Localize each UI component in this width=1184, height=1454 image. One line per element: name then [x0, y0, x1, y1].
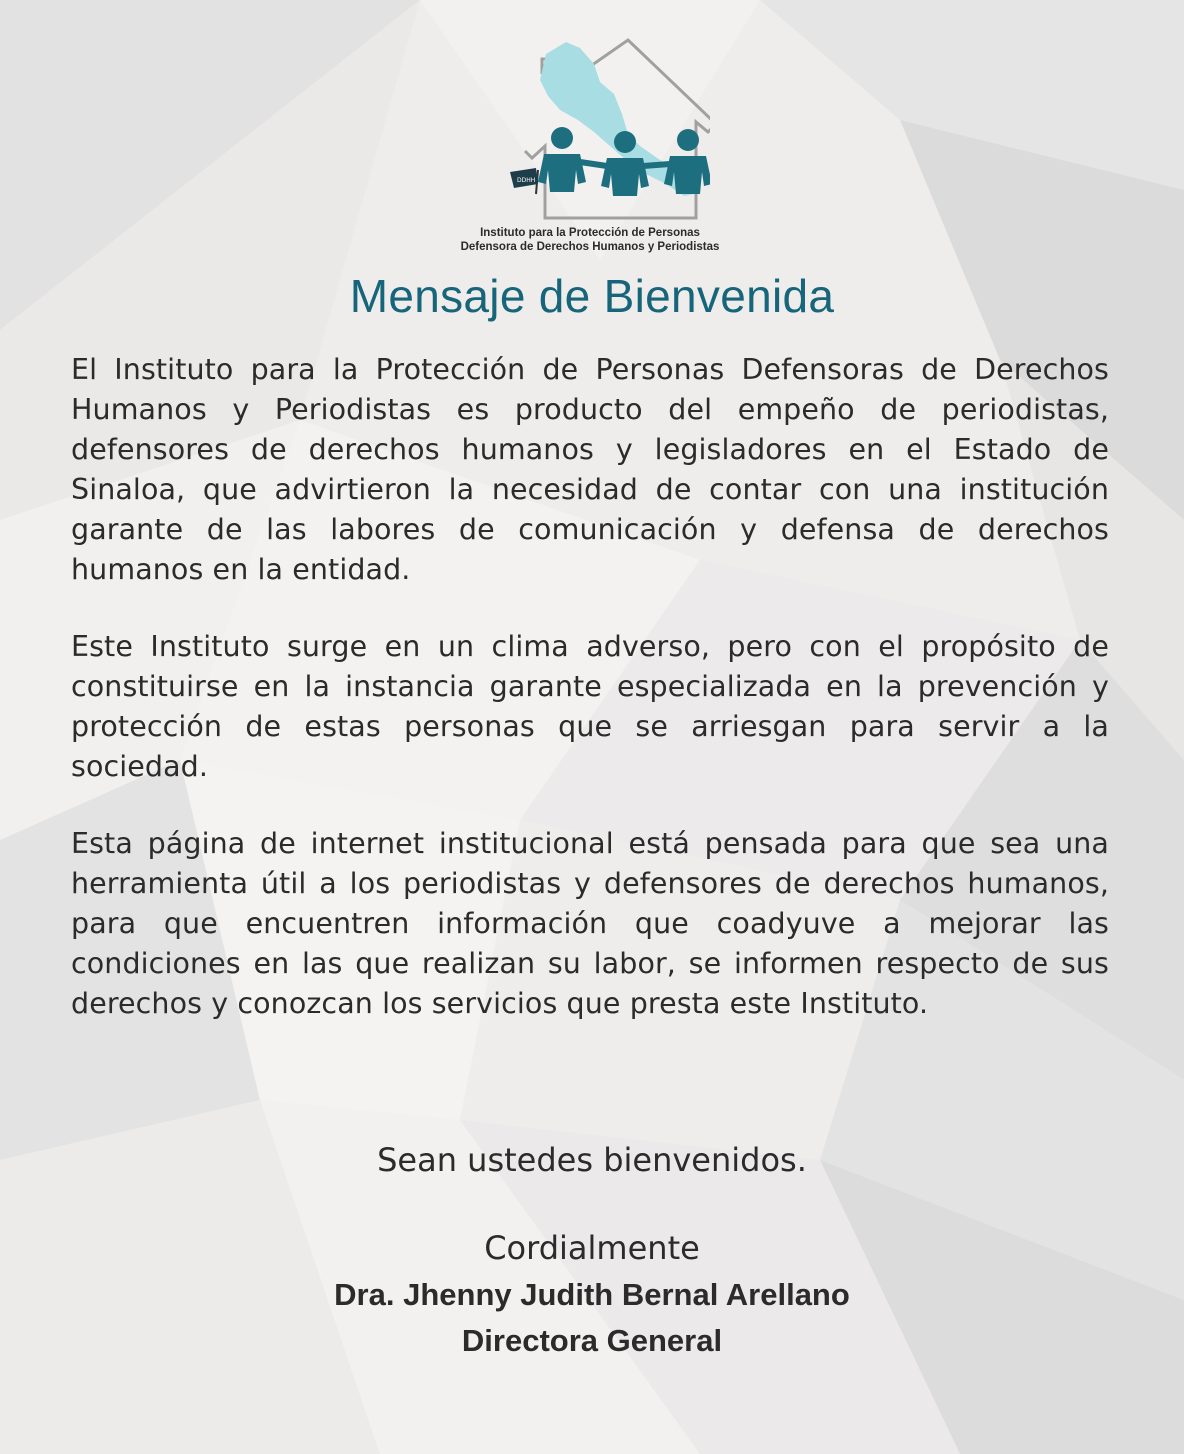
- paragraph: Este Instituto surge en un clima adverso, pero con el propósito de constituirse en la instancia garante especializada en la prevención y protección de estas personas que se arriesgan para servir a la sociedad.: [71, 630, 1109, 783]
- page-title: Mensaje de Bienvenida: [349, 270, 835, 322]
- logo-caption-line-2: Defensora de Derechos Humanos y Periodistas: [460, 241, 720, 253]
- paragraph: Esta página de internet institucional está pensada para que sea una herramienta útil a los periodistas y defensores de derechos humanos, para que encuentren información que coadyuve a mejorar las condiciones en las que realizan su labor, se informen respecto de sus derechos y conozcan los servicios que presta este Instituto.: [71, 827, 1109, 1020]
- logo-caption-line-1: Instituto para la Protección de Personas: [480, 227, 700, 239]
- institute-house-people-logo-icon: [470, 34, 710, 224]
- message-body: [71, 350, 1109, 1024]
- svg-text:DDHH: DDHH: [517, 177, 536, 184]
- welcome-line: Sean ustedes bienvenidos.: [377, 1141, 807, 1179]
- signer-name: Dra. Jhenny Judith Bernal Arellano: [334, 1277, 850, 1312]
- signer-role: Directora General: [461, 1323, 723, 1358]
- paragraph: El Instituto para la Protección de Personas Defensoras de Derechos Humanos y Periodistas es producto del empeño de periodistas, defensores de derechos humanos y legisladores en el Estado de Sinaloa, que advirtieron la necesidad de contar con una institución garante de las labores de comunicación y defensa de derechos humanos en la entidad.: [71, 353, 1109, 586]
- logo-caption: [440, 226, 740, 254]
- institute-logo: [440, 34, 740, 264]
- salutation: Cordialmente: [484, 1229, 700, 1267]
